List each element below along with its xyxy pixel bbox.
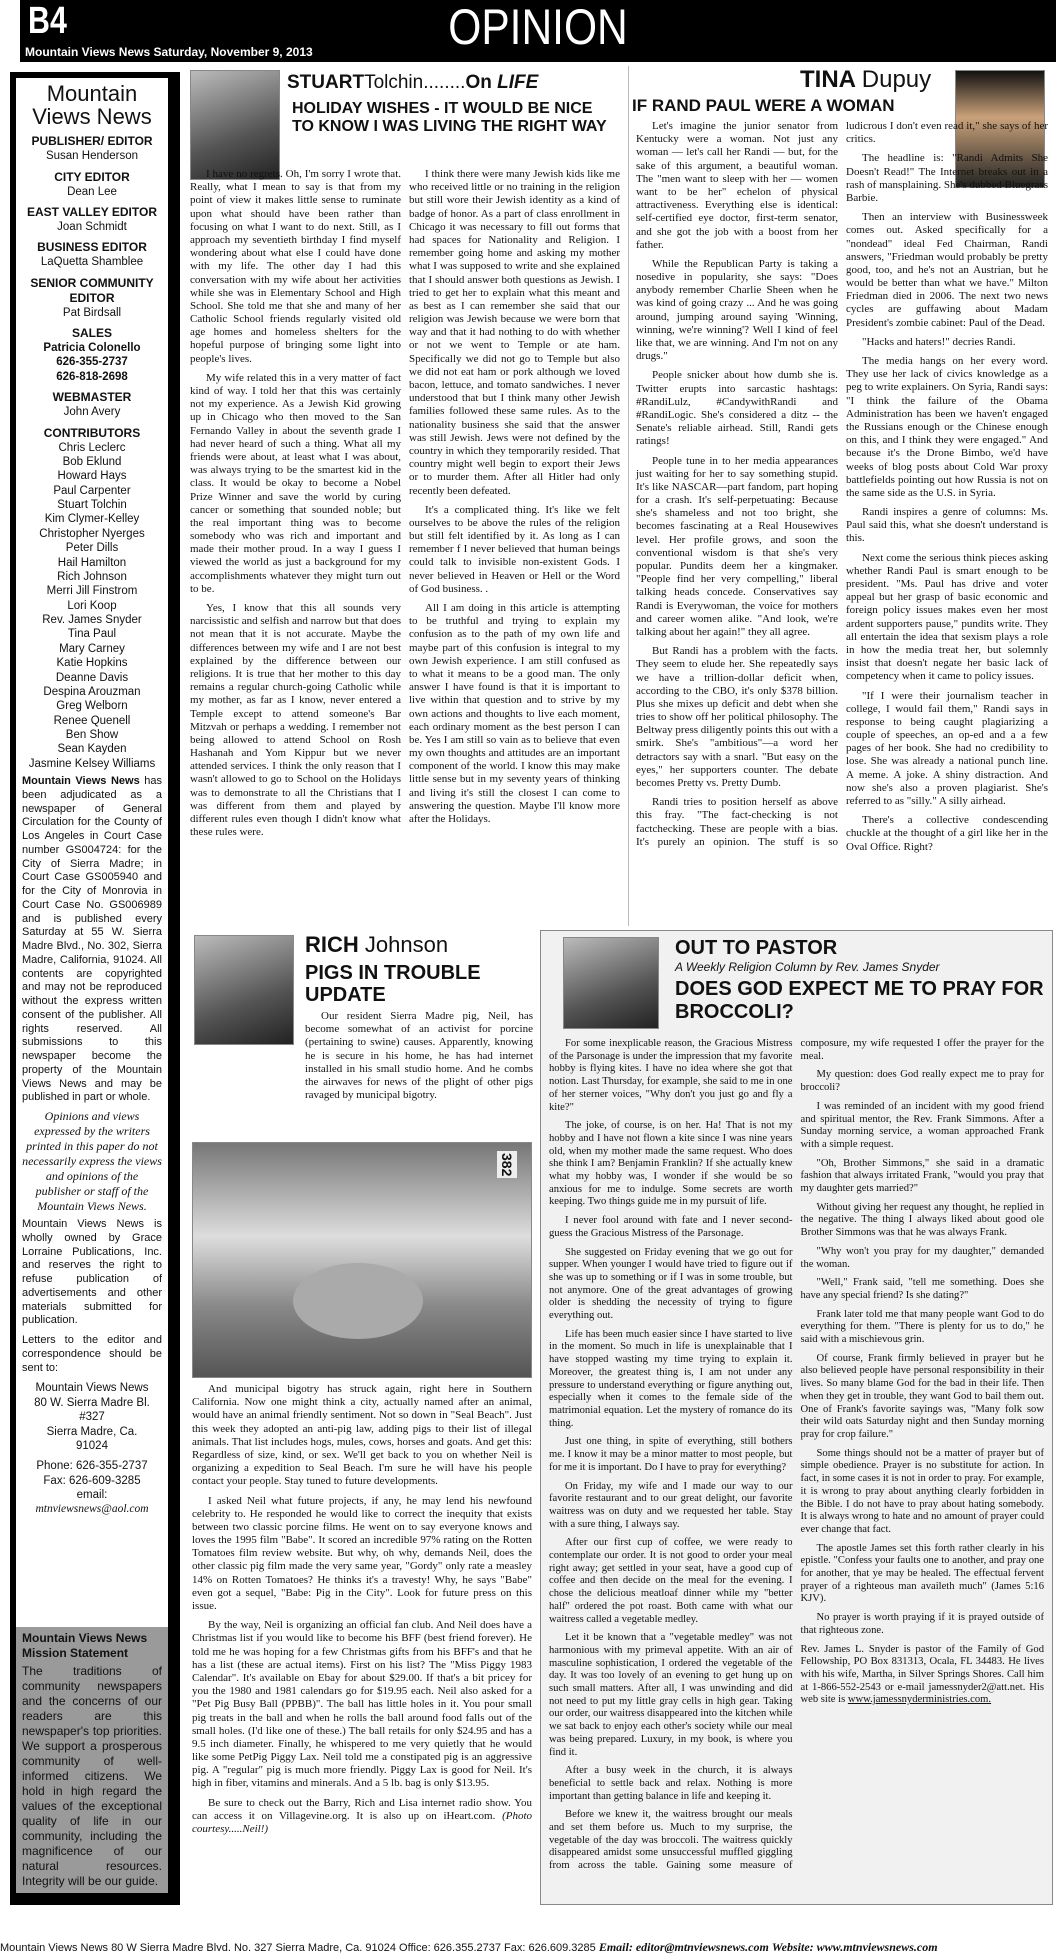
pig-shape <box>293 1263 423 1339</box>
paragraph: Then an interview with Businessweek comes out. Asked specifically for a "nondead" ideal Fed Chairman, Randi answers, "Friedman would probably be pretty good, too, and he's not an Austrian, but he would be better than what we have." Milton Friedman died in 2006. The next two news cycles are guffawing about Madam President's zombie cabinet: Paul of the Dead. <box>846 211 1048 329</box>
byline-last: Dupuy <box>861 66 932 93</box>
column-kicker: OUT TO PASTOR <box>675 937 838 959</box>
paragraph: Life has been much easier since I have started to live in the moment. So much in life is unexplainable that I have stopped wasting my time trying to explain it. Moreover, the greatest thing is, I am not under any pressure to understand everything or figure anything out, especially when it comes to the female side of the matrimonial equation. Let the mystery of romance do its thing. <box>549 1328 793 1429</box>
paragraph: After our first cup of coffee, we were ready to contemplate our order. It is not good to order your meal right away; get settled in your seat, have a good cup of coffee and then decide on the meal for the evening. I chose the delicious meatloaf dinner while my "better half" ordered the pot roast. Both came with what our waitress called a vegetable medley. <box>549 1537 793 1625</box>
paragraph: People snicker about how dumb she is. Twitter erupts into sarcastic hashtags: #RandiLulz, #CandywithRandi and #RandiLogic. She's considered a ditz -- the Senate's reliable airhead. Still, Randi gets ratings! <box>636 369 838 448</box>
staff-name: Dean Lee <box>67 185 117 198</box>
rich-article-body <box>192 1383 532 1842</box>
staff-name: Kim Clymer-Kelley <box>44 513 140 526</box>
mission-statement <box>16 1627 168 1893</box>
staff-name: Despina Arouzman <box>43 685 141 698</box>
james-snyder-photo <box>563 937 659 1029</box>
staff-role: SENIOR COMMUNITY EDITOR <box>30 275 154 305</box>
paragraph: "If I were their journalism teacher in college, I would fail them," Randi says in response to being caught plagiarizing a couple of speeches, an op-ed and a a few pages of her book. She had no credibility to lose. She was already a national punch line. A meme. A joke. A shiny distraction. And now she's also a proven plagiarist. She's referred to as "silly." A silly airhead. <box>846 689 1048 807</box>
column-divider <box>628 66 629 926</box>
staff-name: Bob Eklund <box>62 455 122 468</box>
paragraph: The headline is: "Randi Admits She Doesn't Read!" The Internet breaks out in a rash of mansplaining. She's dubbed Bluegrass Barbie. <box>846 152 1048 204</box>
masthead-title: Mountain Views News <box>32 81 152 130</box>
address-line: Sierra Madre, Ca. <box>46 1425 138 1438</box>
staff-role: BUSINESS EDITOR <box>37 240 147 255</box>
paragraph: After a busy week in the church, it is always beneficial to settle back and relax. Nothing is more important than getting balance in life and keeping it. <box>549 1765 793 1802</box>
staff-name: Peter Dills <box>65 542 119 555</box>
staff-name: 626-355-2737 <box>56 356 128 369</box>
paragraph: She suggested on Friday evening that we go out for supper. When younger I would have tried to figure out if she was up to something or if I was in some trouble, but not anymore. One of the great advantages of growing older is shedding the necessity of trying to figure everything out. <box>549 1246 793 1322</box>
byline-first: RICH <box>305 932 359 957</box>
pastor-article-body <box>549 1038 1044 1898</box>
paragraph: For some inexplicable reason, the Gracious Mistress of the Parsonage is under the impression that my favorite hobby is flying kites. I have no idea where she got that notion. Last Thursday, for example, she said to me in one of her sterner voices, "Why don't you just go and fly a kite?" <box>549 1038 793 1113</box>
staff-name: Ben Show <box>65 729 119 742</box>
paragraph: I was reminded of an incident with my good friend and spiritual mentor, the Rev. Frank Simmons. After a Sunday morning service, a woman approached Frank with a simple request. <box>800 1100 1044 1150</box>
staff-name: Howard Hays <box>57 470 127 483</box>
staff-name: Patricia Colonello <box>43 342 141 355</box>
address-line: Mountain Views News <box>35 1382 149 1395</box>
staff-name: LaQuetta Shamblee <box>40 256 144 269</box>
paragraph: Randi tries to position herself as above this fray. "The fact-checking is not factchecking. These are people with a bias. It's purely an opinion. The stuff is so ludicrous I don't even read it," she says of her critics. <box>636 120 1048 848</box>
paragraph-text: Be sure to check out the Barry, Rich and Lisa internet radio show. You can access it on Villagevine.org. It is also up on iHeart.com. <box>192 1796 532 1822</box>
paragraph: The joke, of course, is on her. Ha! That is not my hobby and I have not flown a kite since I was nine years old, when my mother made the same request. Who does she think I am? Benjamin Franklin? If she actually knew what my hobby was, I wonder if she would be so anxious for me to indulge. Some secrets are worth keeping. Two things guide me in my pursuit of life. <box>549 1120 793 1208</box>
address-line: 91024 <box>76 1439 108 1452</box>
legal-masthead: Mountain Views News <box>22 775 140 788</box>
paragraph: By the way, Neil is organizing an official fan club. And Neil does have a Christmas list if you would like to become his BFF (best friend forever). He told me he was hoping for a few Christmas gifts from his BFF's and that he has a list (these are actual items). First on his list? The "Miss Piggy 1983 Calendar". It's available on Ebay for about $29.00. If that's a bit pricey for you the 1980 and 1981 calendars go for $19.95 each. Neil also asked for a "Pet Pig Busy Ball (PPBB)". The ball has little holes in it. You pour small pig treats in the ball and when he rolls the ball around food falls out of the small holes. (I'd like one of these.) The ball retails for only $24.95 and has a 9.5 inch diameter. Finally, he whispered to me very quietly that he would like some PetPig Piggy Lax. Neil told me a constipated pig is an aggressive pig. A "regular" pig is much more friendly. Piggy Lax is good for Neil. It's high in fiber, vitamins and minerals. And a 5 lb. bag is only $13.95. <box>192 1619 532 1790</box>
stuart-tolchin-photo <box>190 70 280 180</box>
legal-text: has been adjudicated as a newspaper of General Circulation for the County of Los Angeles in Court Case number GS004724: for the City of Sierra Madre; in Court Case GS005940 and for the City of Monrovia in Court Case No. GS006989 and is published every Saturday at 55 W. Sierra Madre Blvd., No. 302, Sierra Madre, California, 91024. All contents are copyrighted and may not be reproduced without the express written consent of the publisher. All rights reserved. All submissions to this newspaper become the property of the Mountain Views News and may be published in part or whole. <box>22 775 162 1104</box>
paragraph: While the Republican Party is taking a nosedive in popularity, she says: "Does anybody remember Charlie Sheen when he was kind of going crazy ... And he was going around, jumping around saying 'Winning, winning, we're winning'? Well I kind of feel like that, we are winning. And I'm not on any drugs." <box>636 257 838 363</box>
fax: Fax: 626-609-3285 <box>43 1474 141 1487</box>
staff-role: CONTRIBUTORS <box>43 425 141 440</box>
mission-title: Mountain Views News Mission Statement <box>22 1631 148 1660</box>
paragraph: Next come the serious think pieces asking whether Randi Paul is smart enough to be president. "Ms. Paul has drive and voter appeal but her grasp of basic economic and foreign policy issues makes even her most ardent supporters pause," pundits write. They all entertain the idea that sexism plays a role in how the media treat her, but solemnly insist that doesn't negate her basic lack of competency when it came to policy issues. <box>846 551 1048 683</box>
paragraph: I have no regrets. Oh, I'm sorry I wrote that. Really, what I mean to say is that from my point of view it makes little sense to ruminate upon what should have been rather than focusing on what I want to do next. Still, as I approach my seventieth birthday I find myself wondering about what else I could have done with my life. The other day I had this conversation with my wife about her activities while she was in Elementary School and High School. She told me that she and many of her Catholic School friends regularly visited old age homes and homeless shelters for the hopeful purpose of bringing some light into people's lives. <box>190 168 401 365</box>
staff-role: EAST VALLEY EDITOR <box>26 204 158 219</box>
mailing-address <box>22 1381 162 1453</box>
paragraph: The media hangs on her every word. They use her lack of civics knowledge as a peg to write explainers. On Syria, Randi says: "I think the failure of the Obama Administration has been we haven't engaged the Russians enough or the Chinese enough on this, and I think they were engaged." And because it's the Drone Bimbo, we'd have weeks of blog posts about Cold War proxy battlefields pointing out how Russia is not on the same side as the U.S. in Syria. <box>846 355 1048 499</box>
staff-name: Rich Johnson <box>57 570 127 583</box>
staff-name: Deanne Davis <box>55 671 129 684</box>
paragraph: Yes, I know that this all sounds very narcissistic and selfish and narrow but that does not mean that it is not accurate. Maybe the differences between my wife and I are not best explained by the difference between our religions. It is true that her mother to this day remains a regular church-going Catholic while my mother, as far as I know, never entered a Temple except to attend someone's Bar Mitzvah or perhaps a wedding. I remember not being allowed to attend School on Rosh Hashanah and Yom Kippur but we never attended services. I think the only reason that I wasn't allowed to go to School on the Holidays was to demonstrate to all the Christians that I was different from them and played by different rules even though I didn't know what these rules were. <box>190 602 401 839</box>
page-number: B4 <box>28 0 67 42</box>
staff-name: Stuart Tolchin <box>57 499 127 512</box>
stuart-byline <box>287 72 538 94</box>
footer-info: Mountain Views News 80 W Sierra Madre Blvd. No. 327 Sierra Madre, Ca. 91024 Office: 626.355.2737 Fax: 626.609.3285 <box>0 1942 599 1954</box>
paragraph <box>192 1797 532 1837</box>
paragraph: Randi inspires a genre of columns: Ms. Paul said this, what she doesn't understand is this. <box>846 506 1048 545</box>
staff-name: Merri Jill Finstrom <box>46 585 138 598</box>
page-header <box>20 0 1056 62</box>
staff-name: Renee Quenell <box>53 714 131 727</box>
tina-article-body <box>636 120 1048 920</box>
staff-name: Susan Henderson <box>45 150 139 163</box>
footer-website[interactable]: Website: www.mtnviewsnews.com <box>771 1940 938 1954</box>
address-line: #327 <box>79 1411 105 1424</box>
paragraph: Let it be known that a "vegetable medley" was not harmonious with my primeval appetite. With an air of masculine sophistication, I ordered the vegetable of the day. It was too lovely of an evening to get hung up on such small matters. After all, I was unwinding and did not need to put my little gray cells in high gear. Taking our order, our waitress disappeared into the kitchen while we sat back to enjoy each other's society while our meal was being prepared. Luxury, in my book, is where you find it. <box>549 1632 793 1758</box>
byline-life: LIFE <box>497 72 539 93</box>
house-number-sign: 382 <box>499 1153 515 1177</box>
staff-name: Hail Hamilton <box>57 556 127 569</box>
paragraph: On Friday, my wife and I made our way to our favorite restaurant and to our great delight, our favorite waitress was on duty and we requested her table. Stay with a sure thing, I always say. <box>549 1480 793 1530</box>
pig-neil-photo <box>192 1142 532 1378</box>
byline-on: On <box>465 72 498 93</box>
paragraph: But Randi has a problem with the facts. They seem to elude her. She repeatedly says we have a trillion-dollar deficit when, according to the CBO, it's only $378 billion. Plus she mixes up deficit and debt when she tries to show off her political philosophy. The Beltway press diligently points this out with a smirk. She's "ambitious"—a word her detractors say with a snarl. "But easy on the eyes," her supporters counter. The debate becomes Pretty vs. Pretty Dumb. <box>636 645 838 789</box>
paragraph: There's a collective condescending chuckle at the thought of a girl like her in the Oval Office. Right? <box>846 814 1048 853</box>
paragraph: And municipal bigotry has struck again, right here in Southern California. Now one might think a city, actually named after an animal, would have an animal friendly sentiment. Not so down in "Seal Beach". Just this week they adopted an anti-pig law, adding pigs to their list of illegal animals. That list includes hogs, mules, cows, horses and goats. And get this: Regardless of size, kind, or sex. We'll get back to you on whether Neil is organizing a expedition to Seal Beach. I'm sure he will have his people contact your people. Stay tuned to future developments. <box>192 1383 532 1488</box>
masthead-sidebar <box>10 72 180 1905</box>
staff-role: SALES <box>71 326 112 341</box>
staff-name: Paul Carpenter <box>53 484 131 497</box>
paragraph: "Well," Frank said, "tell me something. Does she have any special friend? Is she dating?" <box>800 1277 1044 1301</box>
paragraph: "Oh, Brother Simmons," she said in a dramatic fashion that always irritated Frank, "would you pray that my daughter gets married?" <box>800 1157 1044 1195</box>
dateline: Mountain Views News Saturday, November 9, 2013 <box>25 45 313 59</box>
photo-credit: (Photo courtesy.....Neil!) <box>192 1809 533 1835</box>
email-link[interactable]: mtnviewsnews@aol.com <box>35 1503 149 1516</box>
staff-name: Pat Birdsall <box>62 306 122 319</box>
staff-name: Greg Welborn <box>56 700 128 713</box>
paragraph: No prayer is worth praying if it is prayed outside of that righteous zone. <box>800 1612 1044 1636</box>
column-byline: A Weekly Religion Column by Rev. James Snyder <box>675 960 940 974</box>
phone: Phone: 626-355-2737 <box>36 1460 148 1473</box>
ownership-notice: Mountain Views News is wholly owned by Grace Lorraine Publications, Inc. and reserves the right to refuse publication of advertisements and other materials submitted for publication. <box>22 1218 162 1327</box>
stuart-headline: HOLIDAY WISHES - IT WOULD BE NICE TO KNOW I WAS LIVING THE RIGHT WAY <box>292 100 607 135</box>
byline-last: Tolchin........ <box>364 72 466 93</box>
paragraph: Frank later told me that many people want God to do everything for them. "There is plenty for us to do," he said with a mischievous grin. <box>800 1308 1044 1346</box>
legal-notice <box>22 775 162 1105</box>
tina-headline: IF RAND PAUL WERE A WOMAN <box>632 96 895 115</box>
paragraph: Just one thing, in spite of everything, still bothers me. I know it may be a minor matter to most people, but for me it is important. Do I have to pray for everything? <box>549 1436 793 1473</box>
rich-intro-block <box>305 1010 533 1102</box>
staff-list <box>22 134 162 771</box>
mission-text: The traditions of community newspapers and the concerns of our readers are this newspaper's top priorities. We support a prosperous community of well-informed citizens. We hold in high regard the values of the exceptional quality of life in our community, including the magnificence of our natural resources. Integrity will be our guide. <box>22 1664 162 1888</box>
paragraph: It's a complicated thing. It's like we felt ourselves to be above the rules of the religion but still felt identified by it. As long as I can remember f I never believed that human beings could talk to invisible non-existent Gods. I never believed in Heaven or Hell or the Word of God business. . <box>409 503 620 595</box>
paragraph: Before we knew it, the waitress brought our meals and set them before us. Much to my surprise, the vegetable of the day was broccoli. The waitress quickly disappeared amidst some unsuccessful muffled giggling from across the table. Gaining some measure of composure, my wife requested I offer the prayer for the meal. <box>549 1038 1044 1872</box>
footer-email[interactable]: Email: editor@mtnviewsnews.com <box>598 1940 769 1954</box>
staff-name: Christopher Nyerges <box>39 527 145 540</box>
paragraph: "Why won't you pray for my daughter," demanded the woman. <box>800 1245 1044 1270</box>
staff-name: Sean Kayden <box>57 743 127 756</box>
byline-first: STUART <box>287 72 365 93</box>
paragraph: I asked Neil what future projects, if any, he may lend his newfound celebrity to. He responded he would like to correct the inequity that exists between two classic porcine films. He went on to say everyone knows and loves the 1995 film "Babe". It scored an incredible 97% rating on the Rotten Tomatoes film review website. But why, oh why, demands Neil, does the other classic pig film made the very same year, "Gordy" only rate a measley 14% on Rotten Tomatoes? He thinks it's a travesty! Why, he says "Babe" even got a sequel, "Babe: Pig in the City". Look for future press on this issue. <box>192 1494 532 1612</box>
staff-role: WEBMASTER <box>52 390 132 405</box>
bio-text: Rev. James L. Snyder is pastor of the Family of God Fellowship, PO Box 831313, Ocala, FL 34483. He lives with his wife, Martha, in Silver Springs Shores. Call him at 1-866-552-2543 or e-mail jamessnyder2@att.net. His web site is <box>800 1643 1044 1706</box>
paragraph: Let's imagine the junior senator from Kentucky were a woman. Not just any woman — let's call her Randi — but, for the sake of this argument, a beautiful woman. The "men want to sleep with her — women want to be her" echelon of physical attractiveness. Everything else is identical: self-certified eye doctor, first-term senator, and she got the job with a boost from her father. <box>636 120 838 251</box>
paragraph: The apostle James set this forth rather clearly in his epistle. "Confess your faults one to another, and pray one for another, that ye may be healed. The effectual fervent prayer of a righteous man availeth much" (James 5:16 KJV). <box>800 1542 1044 1605</box>
rich-byline <box>305 932 448 958</box>
staff-name: Jasmine Kelsey Williams <box>28 757 156 770</box>
staff-name: 626-818-2698 <box>56 370 128 383</box>
byline-last: Johnson <box>364 932 449 957</box>
staff-name: Rev. James Snyder <box>42 614 142 627</box>
paragraph: My question: does God really expect me to pray for broccoli? <box>800 1069 1044 1094</box>
paragraph: "Hacks and haters!" decries Randi. <box>862 335 1016 348</box>
paragraph: Some things should not be a matter of prayer but of simple obedience. Prayer is no substitute for action. In fact, in some cases it is not in order to pray. For example, it is wrong to pray about anything clearly forbidden in the Bible. I do not have to pray about hating somebody. It is always wrong to hate and no amount of prayer could ever change that fact. <box>800 1447 1044 1535</box>
page-footer <box>0 1940 1056 1955</box>
staff-name: Katie Hopkins <box>56 657 128 670</box>
staff-name: Tina Paul <box>67 628 117 641</box>
staff-name: Chris Leclerc <box>58 441 126 454</box>
pastor-headline: DOES GOD EXPECT ME TO PRAY FOR BROCCOLI? <box>675 978 1044 1023</box>
disclaimer: Opinions and views expressed by the writers printed in this paper do not necessarily express the views and opinions of the publisher or staff of the Mountain Views News. <box>22 1109 162 1214</box>
paragraph: My wife related this in a very matter of fact kind of way. I told her that this was certainly not my experience. As a Jewish Kid growing up in Chicago who then moved to the San Fernando Valley in about the seventh grade I had never heard of such a thing. What all my friends were about, at least what I was about, was always trying to be the smartest kid in the class. It would be okay to become a Nobel Prize Winner and save the world by curing cancer or something that sounded noble; but the real important thing was to become somebody who was rich and important and made their mother proud. In a way I guess I viewed the world as just a background for my accomplishments whatever they might turn out to be. <box>190 371 401 595</box>
byline-first: TINA <box>800 66 856 93</box>
rich-intro: Our resident Sierra Madre pig, Neil, has become somewhat of an activist for porcine (pertaining to swine) causes. Apparently, knowing he is secure in his home, he has had internet installed in his small studio home. And he combs the airwaves for news of the plight of other pigs ravaged by municipal bigotry. <box>305 1010 533 1102</box>
email-label: email: <box>76 1489 108 1502</box>
staff-name: Joan Schmidt <box>57 220 127 233</box>
paragraph: I think there were many Jewish kids like me who received little or no training in the religion but still wore their Jewish identity as a kind of badge of honor. As a part of class enrollment in Chicago it was necessary to fill out forms that had spaces for Nationality and Religion. I remember going home and asking my mother what I was supposed to write and she explained that I should answer both questions as Jewish. I tried to get her to explain what this meant and as best as I can remember she said that our religion was Jewish because we were born that way and that it had nothing to do with whether or not we went to Temple or ate ham. Specifically we did not go to Temple but also we did not eat ham or pork although we loved bacon, lettuce, and tomato sandwiches. I never understood that but I think many other Jewish families followed these same rules. As to the nationality business she said that the answer was still Jewish. Jews were not defined by the country in which they temporarily resided. That country might well begin to export their Jews or to murder them. After all Hitler had only recently been defeated. <box>409 168 620 497</box>
stuart-article-body <box>190 168 620 918</box>
staff-name: Mary Carney <box>59 642 125 655</box>
paragraph: All I am doing in this article is attempting to be truthful and trying to explain my confusion as to the path of my own life and maybe part of this confusion is integral to my own Jewish experience. I am still confused as to what it means to be a good man. The only answer I have found is that it is important to live within that question and to strive by my own actions and thoughts to live each moment, each ordinary moment as the best person I can be. Yes I am still so vain as to believe that even my own thoughts and attitudes are an important component of the world. I know this may make little sense but in my seventy years of thinking and living it's still the closest I can come to answering the question. Maybe I'll know more after the Holidays. <box>409 602 620 825</box>
staff-role: PUBLISHER/ EDITOR <box>31 134 153 149</box>
author-bio <box>801 1644 1045 1708</box>
address-line: 80 W. Sierra Madre Bl. <box>34 1396 150 1409</box>
tina-byline <box>800 66 931 94</box>
section-title: OPINION <box>448 0 628 55</box>
paragraph: Without giving her request any thought, he replied in the negative. The thing I always liked about good ole Brother Simmons was that he was always Frank. <box>800 1201 1044 1239</box>
paragraph: I never fool around with fate and I never second-guess the Gracious Mistress of the Parsonage. <box>549 1215 793 1239</box>
out-to-pastor-column <box>540 930 1053 1905</box>
rich-johnson-photo <box>194 935 294 1045</box>
staff-role: CITY EDITOR <box>54 169 130 184</box>
paragraph: Of course, Frank firmly believed in prayer but he also believed people have personal responsibility in their lives. So many blame God for the bad in their life. Then when they get in trouble, they want God to bail them out. One of Frank's favorite sayings was, "Many folk sow their wild oats Saturday night and then Sunday morning pray for crop failure." <box>800 1352 1044 1440</box>
staff-name: Lori Koop <box>67 599 117 612</box>
letters-notice: Letters to the editor and correspondence should be sent to: <box>22 1334 162 1374</box>
staff-name: John Avery <box>63 406 121 419</box>
rich-headline: PIGS IN TROUBLE UPDATE <box>305 962 481 1006</box>
paragraph: People tune in to her media appearances just waiting for her to say something stupid. It's like NASCAR—part fandom, part hoping for a crash. It's self-perpetuating: Because she's shameless and not too bright, she becomes fascinating at a Real Housewives level. Her profile grows, and soon the conventional wisdom is that she's very popular. Pundits deem her a kingmaker. "People find her very compelling," liberal talking heads concede. Conservatives say Randi is Everywoman, the voice for mothers and career women alike. "And look, we're talking about her again!" they all agree. <box>636 454 838 638</box>
author-website-link[interactable]: www.jamessnyderministries.com. <box>847 1694 992 1706</box>
